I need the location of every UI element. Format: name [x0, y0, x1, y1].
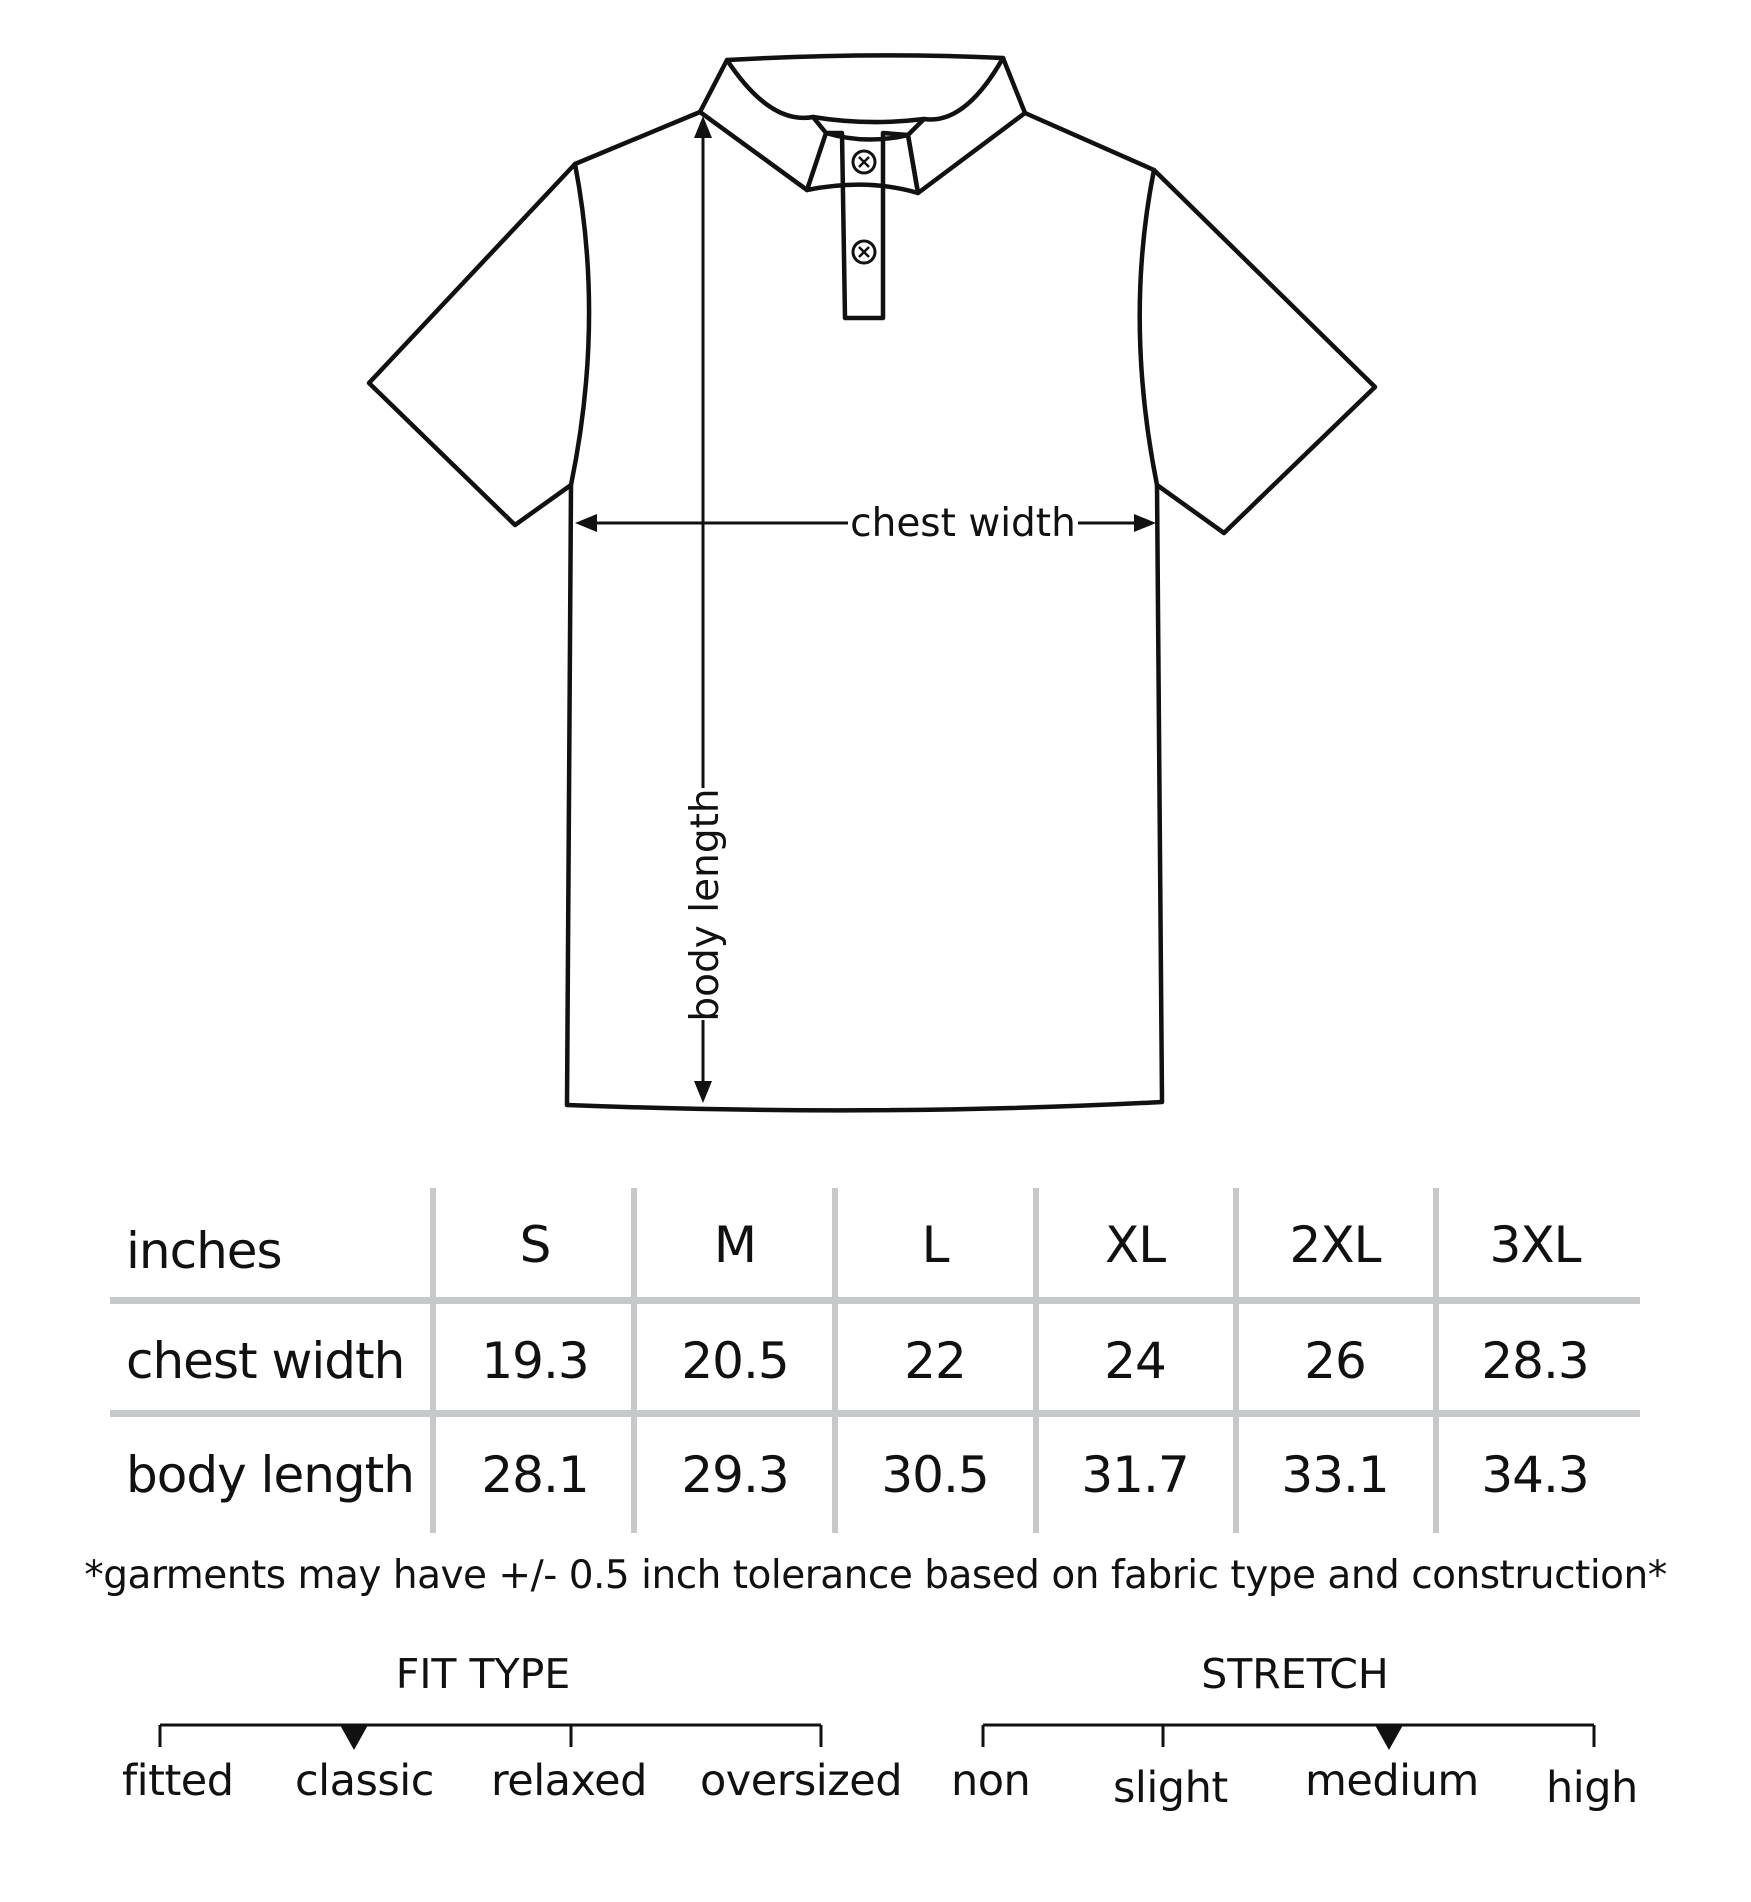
stretch-option-high: high [1546, 1763, 1638, 1813]
row-divider [110, 1297, 1640, 1304]
body-length-label: body length [683, 788, 728, 1022]
table-cell: 26 [1304, 1331, 1366, 1390]
fit-option-oversized: oversized [700, 1756, 903, 1806]
table-cell: 33.1 [1281, 1445, 1389, 1504]
table-cell: 31.7 [1081, 1445, 1189, 1504]
table-cell: 29.3 [681, 1445, 789, 1504]
column-divider [1033, 1188, 1039, 1533]
chest-width-label: chest width [850, 501, 1076, 546]
fit-option-relaxed: relaxed [491, 1756, 647, 1806]
stretch-selected-marker-icon [1375, 1725, 1403, 1750]
column-divider [430, 1188, 436, 1533]
column-divider [1233, 1188, 1239, 1533]
collar-band [700, 55, 1025, 113]
stretch-title: STRETCH [1201, 1650, 1389, 1698]
size-header: L [921, 1215, 949, 1274]
size-header: 2XL [1289, 1215, 1381, 1274]
unit-label: inches [126, 1221, 282, 1280]
fit-selected-marker-icon [340, 1725, 368, 1750]
table-cell: 28.3 [1481, 1331, 1589, 1390]
table-header-row [110, 1188, 1640, 1301]
collar-right-flap [908, 58, 1025, 193]
stretch-scale [975, 1715, 1605, 1765]
row-label: body length [126, 1445, 414, 1504]
size-header: XL [1104, 1215, 1166, 1274]
table-cell: 34.3 [1481, 1445, 1589, 1504]
tolerance-note: *garments may have +/- 0.5 inch tolerance based on fabric type and construction* [84, 1553, 1667, 1598]
fit-type-title: FIT TYPE [395, 1650, 571, 1698]
button-icon [853, 151, 875, 263]
column-divider [1433, 1188, 1439, 1533]
fit-option-fitted: fitted [122, 1756, 234, 1806]
stretch-option-non: non [951, 1756, 1031, 1806]
table-cell: 30.5 [881, 1445, 989, 1504]
table-cell: 22 [904, 1331, 966, 1390]
table-row [110, 1304, 1640, 1417]
stretch-option-medium: medium [1305, 1756, 1479, 1806]
size-header: 3XL [1489, 1215, 1581, 1274]
row-label: chest width [126, 1331, 405, 1390]
right-sleeve [1154, 170, 1375, 533]
table-cell: 20.5 [681, 1331, 789, 1390]
table-cell: 24 [1104, 1331, 1166, 1390]
row-divider [110, 1410, 1640, 1417]
size-header: M [713, 1215, 757, 1274]
fit-option-classic: classic [295, 1756, 434, 1806]
stretch-option-slight: slight [1113, 1763, 1228, 1813]
left-sleeve [369, 164, 575, 525]
table-row [110, 1418, 1640, 1531]
size-header: S [519, 1215, 551, 1274]
column-divider [832, 1188, 838, 1533]
table-cell: 28.1 [481, 1445, 589, 1504]
column-divider [631, 1188, 637, 1533]
table-cell: 19.3 [481, 1331, 589, 1390]
